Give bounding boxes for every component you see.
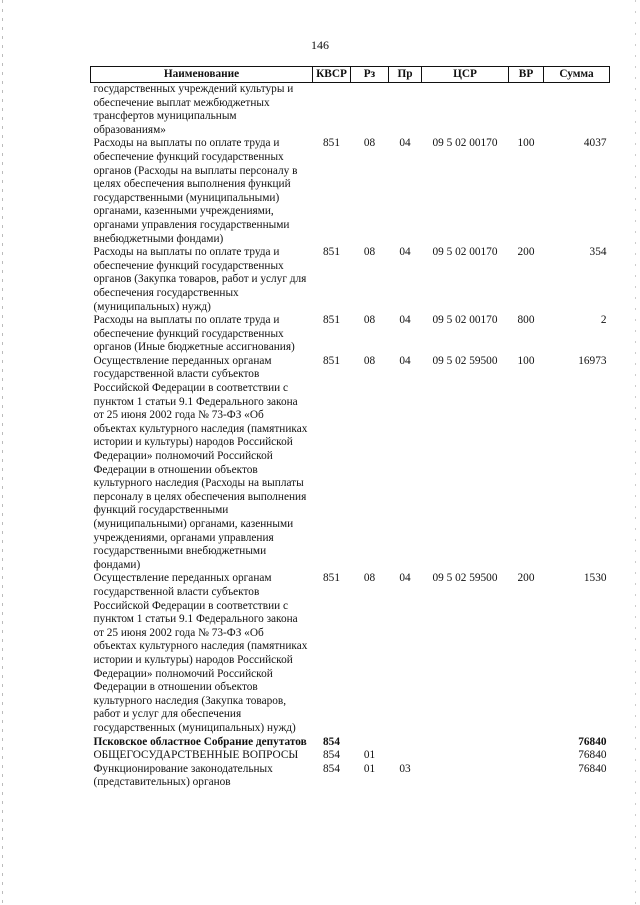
- header-sum: Сумма: [544, 67, 610, 83]
- cell-csr: [422, 83, 509, 138]
- cell-kvsr: [313, 83, 351, 138]
- scan-edge-left: [2, 0, 3, 905]
- cell-vr: 100: [517, 137, 535, 150]
- table-row: [91, 763, 610, 790]
- cell-vr: [509, 749, 544, 763]
- table-row: [91, 749, 610, 763]
- cell-rz: 01: [363, 749, 376, 762]
- cell-vr: 800: [517, 314, 535, 327]
- cell-kvsr: 851: [323, 246, 340, 259]
- cell-pr: 04: [399, 137, 411, 150]
- cell-pr: 04: [399, 314, 411, 327]
- cell-pr: 04: [399, 246, 411, 259]
- cell-sum: 4037: [583, 137, 607, 150]
- cell-pr: [389, 749, 422, 763]
- cell-rz: 01: [363, 762, 376, 775]
- cell-rz: 08: [363, 354, 376, 367]
- table-row: [91, 355, 610, 573]
- cell-kvsr: 851: [323, 572, 340, 585]
- cell-name: Расходы на выплаты по оплате труда и обеспечение функций государственных органов (Закупка товаров, работ и услуг для обеспечения государственных (муниципальных) нужд): [93, 246, 307, 313]
- budget-table: [90, 66, 610, 790]
- cell-sum: 76840: [578, 749, 607, 762]
- cell-vr: [509, 763, 544, 790]
- cell-name: ОБЩЕГОСУДАРСТВЕННЫЕ ВОПРОСЫ: [93, 749, 299, 762]
- cell-kvsr: 851: [323, 354, 340, 367]
- cell-kvsr: 851: [323, 314, 340, 327]
- cell-vr: 200: [517, 246, 535, 259]
- cell-name: государственных учреждений культуры и обеспечение выплат межбюджетных трансфертов муниципальным образованиям»: [93, 83, 294, 136]
- cell-csr: [422, 736, 509, 750]
- cell-csr: 09 5 02 00170: [432, 246, 498, 259]
- cell-name: Расходы на выплаты по оплате труда и обеспечение функций государственных органов (Расходы на выплаты персоналу в целях обеспечения выполнения функций государственными (муниципальными) органами, казенными учреждениями, органами управления государственными внебюджетными фондами): [93, 137, 298, 245]
- table-row: [91, 83, 610, 138]
- cell-rz: [351, 83, 389, 138]
- cell-name: Осуществление переданных органам государственной власти субъектов Российской Федерации в соответствии с пунктом 1 статьи 9.1 Федерального закона от 25 июня 2002 года № 73-ФЗ «Об объектах культурного наследия (памятниках истории и культуры) народов Российской Федерации» полномочий Российской Федерации в отношении объектов культурного наследия (Закупка товаров, работ и услуг для обеспечения государственных (муниципальных) нужд): [93, 572, 308, 734]
- cell-pr: 04: [399, 354, 411, 367]
- cell-csr: [422, 763, 509, 790]
- page-number: 146: [311, 38, 329, 52]
- cell-vr: [509, 736, 544, 750]
- header-row: [91, 67, 610, 83]
- cell-csr: 09 5 02 00170: [432, 137, 498, 150]
- cell-rz: 08: [363, 246, 376, 259]
- table-row: [91, 736, 610, 750]
- cell-csr: 09 5 02 59500: [432, 354, 498, 367]
- cell-sum: 76840: [578, 762, 607, 775]
- cell-pr: [389, 736, 422, 750]
- cell-vr: 200: [517, 572, 535, 585]
- table-row: [91, 137, 610, 246]
- cell-kvsr: 854: [323, 735, 340, 748]
- table-header: [91, 67, 610, 83]
- cell-csr: 09 5 02 59500: [432, 572, 498, 585]
- cell-name: Псковское областное Собрание депутатов: [93, 735, 307, 748]
- cell-rz: 08: [363, 572, 376, 585]
- cell-csr: 09 5 02 00170: [432, 314, 498, 327]
- cell-rz: [351, 736, 389, 750]
- cell-sum: 76840: [578, 735, 607, 748]
- cell-pr: 03: [399, 762, 411, 775]
- table-row: [91, 314, 610, 355]
- header-rz: Рз: [351, 67, 389, 83]
- header-name: Наименование: [91, 67, 313, 83]
- cell-name: Осуществление переданных органам государственной власти субъектов Российской Федерации в соответствии с пунктом 1 статьи 9.1 Федерального закона от 25 июня 2002 года № 73-ФЗ «Об объектах культурного наследия (памятниках истории и культуры) народов Российской Федерации» полномочий Российской Федерации в отношении объектов культурного наследия (Расходы на выплаты персоналу в целях обеспечения выполнения функций государственными (муниципальными) органами, казенными учреждениями, органами управления государственными внебюджетными фондами): [93, 354, 308, 571]
- cell-sum: 16973: [578, 354, 607, 367]
- cell-sum: 2: [600, 314, 607, 327]
- scan-edge-right: [635, 0, 636, 905]
- cell-pr: 04: [399, 572, 411, 585]
- cell-sum: [544, 83, 610, 138]
- cell-kvsr: 851: [323, 137, 340, 150]
- cell-sum: 354: [589, 246, 607, 259]
- table-row: [91, 246, 610, 314]
- header-kvsr: КВСР: [313, 67, 351, 83]
- cell-rz: 08: [363, 314, 376, 327]
- table-body: [91, 83, 610, 790]
- cell-csr: [422, 749, 509, 763]
- cell-vr: 100: [517, 354, 535, 367]
- cell-sum: 1530: [583, 572, 607, 585]
- cell-kvsr: 854: [323, 762, 340, 775]
- table-row: [91, 572, 610, 735]
- cell-vr: [509, 83, 544, 138]
- cell-name: Функционирование законодательных (представительных) органов: [93, 762, 273, 789]
- cell-rz: 08: [363, 137, 376, 150]
- header-pr: Пр: [389, 67, 422, 83]
- header-vr: ВР: [509, 67, 544, 83]
- cell-kvsr: 854: [323, 749, 340, 762]
- cell-name: Расходы на выплаты по оплате труда и обеспечение функций государственных органов (Иные бюджетные ассигнования): [93, 314, 295, 354]
- header-csr: ЦСР: [422, 67, 509, 83]
- cell-pr: [389, 83, 422, 138]
